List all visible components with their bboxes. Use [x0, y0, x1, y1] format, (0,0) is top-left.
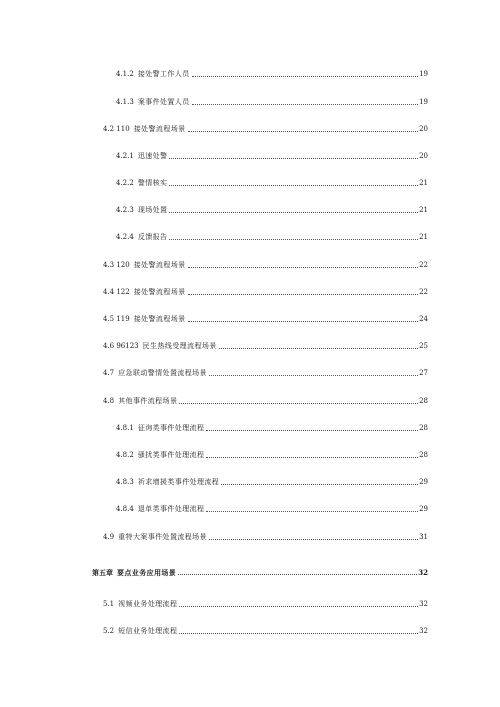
- toc-entry[interactable]: [116, 179, 428, 188]
- toc-entry-page: 32: [419, 600, 428, 608]
- toc-entry-title: 反馈报告: [137, 233, 168, 241]
- toc-entry-number: 5.2: [103, 627, 115, 635]
- dot-leader: [206, 430, 418, 431]
- toc-entry-title: 接处警流程场景: [133, 315, 186, 323]
- toc-entry-title: 征询类事件处理流程: [137, 424, 205, 432]
- toc-entry-page: 22: [419, 261, 428, 269]
- toc-entry-page: 21: [419, 233, 428, 241]
- toc-entry-number: 4.8: [103, 397, 115, 405]
- dot-leader: [169, 158, 418, 159]
- toc-entry-title: 迅速处警: [137, 152, 168, 160]
- dot-leader: [188, 321, 419, 322]
- toc-entry-page: 29: [419, 478, 428, 486]
- toc-entry-page: 29: [419, 505, 428, 513]
- toc-entry-title: 应急联动警情处置流程场景: [118, 369, 207, 377]
- toc-entry-page: 28: [419, 397, 428, 405]
- toc-entry[interactable]: [116, 505, 428, 514]
- toc-entry-title: 骚扰类事件处理流程: [137, 451, 205, 459]
- toc-entry-number: 4.8.1: [116, 424, 134, 432]
- toc-entry-page: 20: [419, 152, 428, 160]
- toc-entry-number: 4.8.3: [116, 478, 134, 486]
- toc-entry-page: 32: [419, 627, 428, 635]
- dot-leader: [206, 457, 418, 458]
- toc-entry-number: 4.9: [103, 533, 115, 541]
- toc-entry-page: 24: [419, 315, 428, 323]
- toc-entry[interactable]: [116, 152, 428, 161]
- toc-entry-number: 4.8.2: [116, 451, 134, 459]
- toc-entry-page: 31: [419, 533, 428, 541]
- toc-entry-number: 第五章: [92, 568, 113, 577]
- toc-entry-number: 4.2 110: [103, 125, 130, 133]
- toc-entry-page: 25: [419, 342, 428, 350]
- toc-entry[interactable]: [116, 70, 428, 79]
- toc-entry-title: 视频业务处理流程: [118, 600, 178, 608]
- toc-entry-number: 4.3 120: [103, 261, 130, 269]
- dot-leader: [209, 375, 418, 376]
- toc-entry[interactable]: [103, 315, 428, 324]
- toc-entry-title: 要点业务应用场景: [117, 568, 177, 577]
- toc-entry-number: 4.2.3: [116, 206, 134, 214]
- toc-entry-page: 21: [419, 179, 428, 187]
- toc-entry[interactable]: [103, 342, 428, 351]
- toc-entry-page: 20: [419, 125, 428, 133]
- toc-entry-title: 接处警工作人员: [137, 70, 190, 78]
- toc-entry-title: 祈求增援类事件处理流程: [137, 478, 220, 486]
- toc-entry-title: 接处警流程场景: [133, 288, 186, 296]
- toc-entry-title: 其他事件流程场景: [118, 397, 178, 405]
- toc-entry-page: 19: [419, 70, 428, 78]
- toc-entry-number: 4.8.4: [116, 505, 134, 513]
- dot-leader: [169, 239, 418, 240]
- toc-entry-page: 28: [419, 451, 428, 459]
- toc-entry-title: 接处警流程场景: [133, 125, 186, 133]
- dot-leader: [179, 606, 418, 607]
- toc-entry-page: 21: [419, 206, 428, 214]
- toc-entry[interactable]: [116, 451, 428, 460]
- toc-entry[interactable]: [116, 233, 428, 242]
- dot-leader: [178, 574, 417, 575]
- toc-entry-page: 19: [419, 98, 428, 106]
- toc-entry[interactable]: [103, 600, 428, 609]
- toc-entry-number: 4.1.2: [116, 70, 134, 78]
- dot-leader: [188, 294, 419, 295]
- dot-leader: [192, 104, 418, 105]
- toc-entry[interactable]: [103, 627, 428, 636]
- toc-entry[interactable]: [103, 533, 428, 542]
- toc-entry-title: 退单类事件处理流程: [137, 505, 205, 513]
- toc-entry-page: 32: [418, 568, 428, 577]
- toc-entry-number: 4.6 96123: [103, 342, 139, 350]
- dot-leader: [221, 484, 418, 485]
- toc-entry-number: 4.2.1: [116, 152, 134, 160]
- toc-entry-number: 4.4 122: [103, 288, 130, 296]
- toc-entry-title: 民生热线受理流程场景: [142, 342, 217, 350]
- toc-chapter-entry[interactable]: [92, 568, 428, 577]
- toc-entry-number: 4.2.4: [116, 233, 134, 241]
- toc-entry-title: 接处警流程场景: [133, 261, 186, 269]
- toc-entry-page: 27: [419, 369, 428, 377]
- toc-entry-title: 重特大案事件处置流程场景: [118, 533, 207, 541]
- dot-leader: [219, 348, 418, 349]
- toc-entry-page: 22: [419, 288, 428, 296]
- toc-entry-title: 案事件处置人员: [137, 98, 190, 106]
- toc-entry[interactable]: [103, 397, 428, 406]
- dot-leader: [192, 76, 418, 77]
- toc-entry-title: 短信业务处理流程: [118, 627, 178, 635]
- toc-entry[interactable]: [116, 478, 428, 487]
- toc-entry[interactable]: [103, 288, 428, 297]
- dot-leader: [169, 185, 418, 186]
- toc-entry-title: 现场处置: [137, 206, 168, 214]
- dot-leader: [206, 511, 418, 512]
- toc-entry[interactable]: [103, 261, 428, 270]
- toc-entry-number: 5.1: [103, 600, 115, 608]
- toc-entry[interactable]: [116, 424, 428, 433]
- toc-entry-number: 4.7: [103, 369, 115, 377]
- toc-entry-number: 4.5 119: [103, 315, 130, 323]
- toc-entry[interactable]: [103, 369, 428, 378]
- toc-entry[interactable]: [116, 206, 428, 215]
- dot-leader: [188, 131, 419, 132]
- dot-leader: [169, 212, 418, 213]
- toc-entry[interactable]: [103, 125, 428, 134]
- toc-entry-number: 4.2.2: [116, 179, 134, 187]
- toc-entry-page: 28: [419, 424, 428, 432]
- toc-entry-title: 警情核实: [137, 179, 168, 187]
- toc-entry[interactable]: [116, 98, 428, 107]
- dot-leader: [179, 633, 418, 634]
- dot-leader: [188, 267, 419, 268]
- dot-leader: [209, 539, 418, 540]
- dot-leader: [179, 403, 418, 404]
- toc-entry-number: 4.1.3: [116, 98, 134, 106]
